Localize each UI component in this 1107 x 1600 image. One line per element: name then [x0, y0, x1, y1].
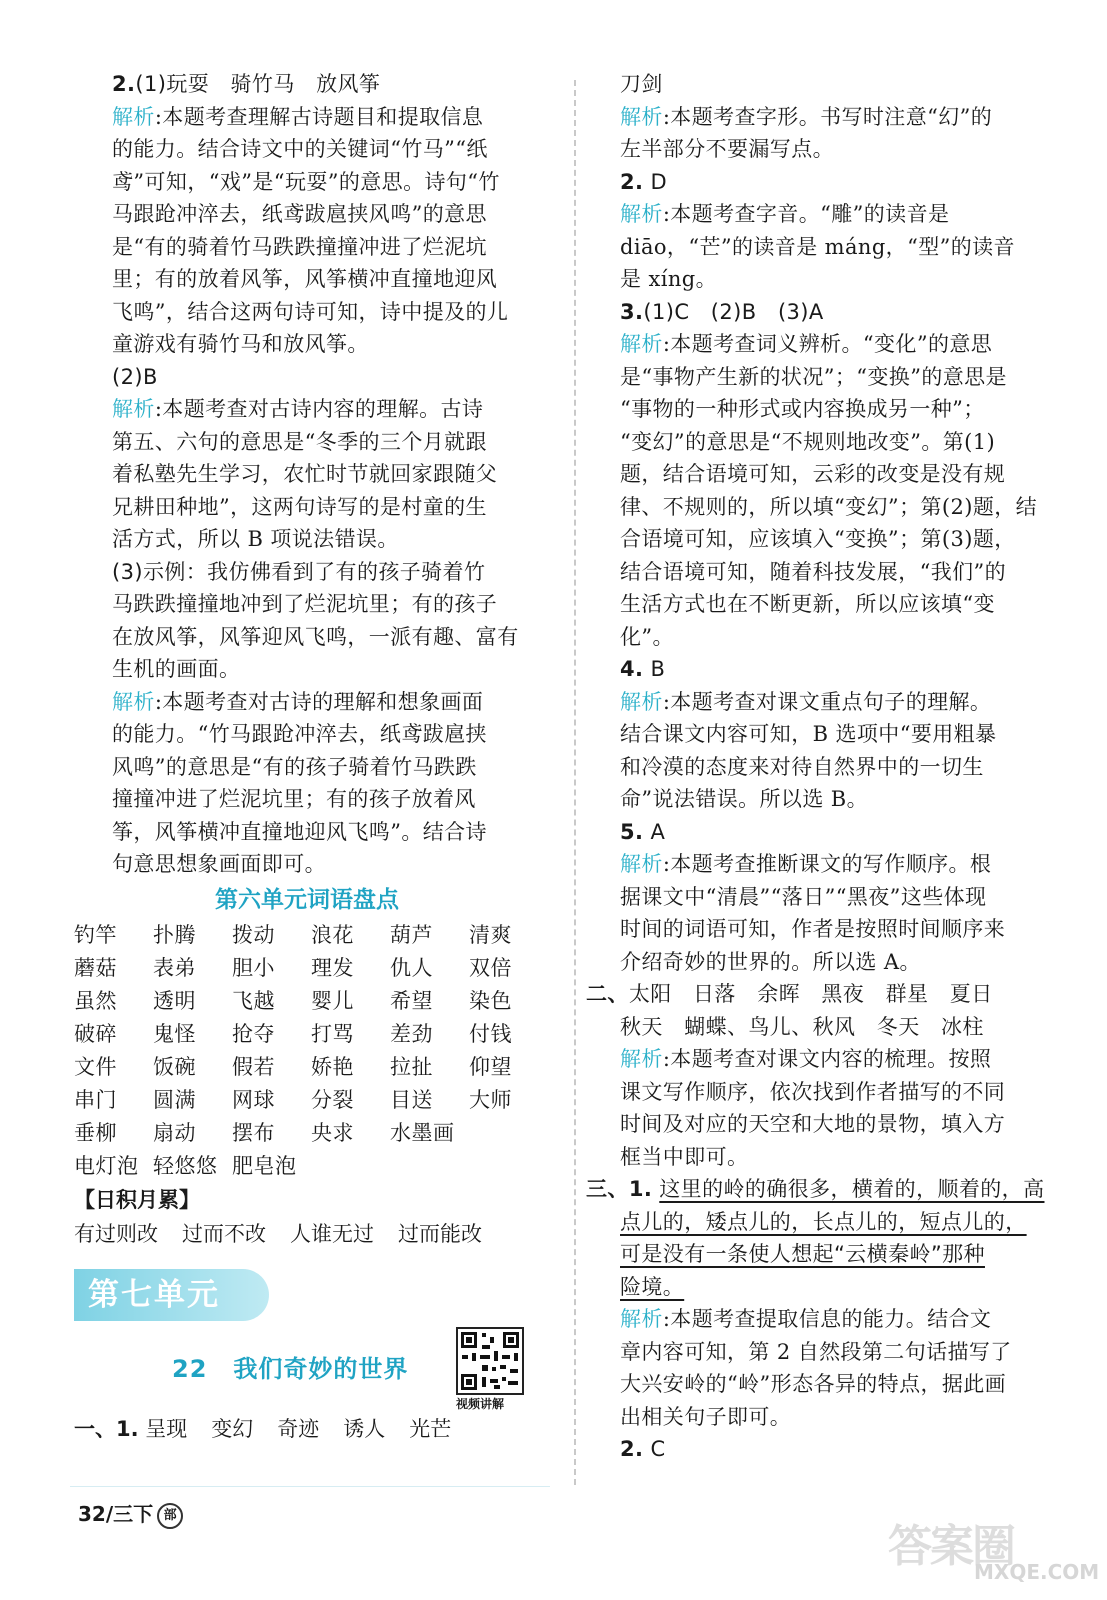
vocab-word: 胆小	[232, 955, 275, 980]
jiexi-label: 解析	[112, 104, 155, 129]
explanation-c: 解析:本题考查词义辨析。“变化”的意思 是“事物产生新的状况”；“变换”的意思是 “事物的一种形式或内容换成另一种”； “变幻”的意思是“不规则地改变”。第(1) 题，结合语境可知，云彩的改变是没有规 律、不规则的，所以填“变幻”；第(2)题，结 合语境可知，应该填入“变换”；第(3)题， 结合语境可知，随着科技发展，“我们”的 生活方式也在不断更新，所以应该填“变 化”。	[620, 332, 1038, 649]
vocab-word: 希望	[390, 988, 433, 1013]
q5-answer: 5. A	[620, 819, 666, 844]
watermark	[888, 1510, 1100, 1590]
riji-yuelei-label: 【日积月累】	[74, 1187, 200, 1212]
vocab-word: 打骂	[311, 1021, 354, 1046]
vocab-word: 目送	[390, 1087, 433, 1112]
vocab-word: 假若	[232, 1054, 275, 1079]
vocab-word: 轻悠悠	[153, 1153, 218, 1178]
underlined-sentence: 险境。	[620, 1274, 685, 1299]
grade-label: 三下	[113, 1502, 154, 1526]
vocab-word: 拉扯	[390, 1054, 433, 1079]
vocab-word: 肥皂泡	[232, 1153, 297, 1178]
page-number: 32	[78, 1502, 106, 1526]
vocab-word: 仰望	[469, 1054, 512, 1079]
vocab-word: 抢夺	[232, 1021, 275, 1046]
vocab-word: 虽然	[74, 988, 117, 1013]
q3-answer: 3.(1)C (2)B (3)A	[620, 299, 824, 324]
vocab-word: 央求	[311, 1120, 354, 1145]
explanation-e: 解析:本题考查推断课文的写作顺序。根 据课文中“清晨”“落日”“黑夜”这些体现 时间的词语可知，作者是按照时间顺序来 介绍奇妙的世界的。所以选 A。	[620, 852, 1006, 974]
vocab-word: 付钱	[469, 1021, 512, 1046]
edition-badge-icon: 部	[157, 1503, 183, 1529]
vocab-word: 理发	[311, 955, 354, 980]
page-footer: 32/三下 部	[78, 1498, 183, 1529]
continued-word: 刀剑	[620, 72, 663, 96]
vocab-word: 差劲	[390, 1021, 433, 1046]
watermark-logo: 答案圈	[888, 1521, 1014, 1572]
vocab-word: 文件	[74, 1054, 117, 1079]
vocab-word: 串门	[74, 1087, 117, 1112]
q2-answer-right: 2. D	[620, 169, 668, 194]
proverb: 人谁无过	[290, 1221, 374, 1246]
vocab-word: 扇动	[153, 1120, 196, 1145]
vocab-word: 水墨画	[390, 1120, 455, 1145]
watermark-url: MXQE.COM	[974, 1560, 1100, 1584]
q2-answer: 2.(1)玩耍 骑竹马 放风筝	[112, 72, 381, 96]
vocab-word: 圆满	[153, 1087, 196, 1112]
right-column	[586, 68, 1050, 1466]
unit6-vocab-title: 第六单元词语盘点	[215, 886, 399, 913]
explanation-b: 解析:本题考查字音。“雕”的读音是 diāo，“芒”的读音是 máng，“型”的读音 是 xíng。	[620, 202, 1015, 291]
lesson-title: 22 我们奇妙的世界	[172, 1354, 409, 1383]
vocab-word: 清爽	[469, 922, 512, 947]
unit7-banner: 第七单元	[74, 1269, 269, 1321]
explanation-f: 解析:本题考查对课文内容的梳理。按照 课文写作顺序，依次找到作者描写的不同 时间及对应的天空和大地的景物，填入方 框当中即可。	[620, 1047, 1006, 1169]
vocab-word: 双倍	[469, 955, 512, 980]
q2-sub2: (2)B	[112, 364, 158, 389]
explanation-2: 解析:本题考查对古诗内容的理解。古诗 第五、六句的意思是“冬季的三个月就跟 着私塾先生学习，农忙时节就回家跟随父 兄耕田种地”，这两句诗写的是村童的生 活方式，所以 B 项说法错误。	[112, 397, 498, 551]
underlined-sentence: 这里的岭的确很多，横着的，顺着的，高	[659, 1177, 1045, 1201]
exercise-1-answer: 一、1. 呈现 变幻 奇迹 诱人 光芒	[74, 1416, 452, 1441]
vocab-word: 分裂	[311, 1087, 354, 1112]
proverb: 过而不改	[182, 1221, 266, 1246]
vocab-word: 破碎	[74, 1021, 117, 1046]
vocab-word: 垂柳	[74, 1120, 117, 1145]
vocab-word: 蘑菇	[74, 955, 117, 980]
lesson-header	[112, 1327, 542, 1411]
vocab-word: 扑腾	[153, 922, 196, 947]
lesson-number: 22	[172, 1354, 208, 1383]
vocab-word: 电灯泡	[74, 1153, 139, 1178]
proverb: 过而能改	[398, 1221, 482, 1246]
explanation-g: 解析:本题考查提取信息的能力。结合文 章内容可知，第 2 自然段第二句话描写了 大兴安岭的“岭”形态各异的特点，据此画 出相关句子即可。	[620, 1307, 1012, 1429]
vocab-word: 鬼怪	[153, 1021, 196, 1046]
explanation-a: 解析:本题考查字形。书写时注意“幻”的 左半部分不要漏写点。	[620, 104, 993, 161]
column-divider	[574, 80, 576, 1485]
explanation-1: 解析:本题考查理解古诗题目和提取信息 的能力。结合诗文中的关键词“竹马”“纸 鸢”可知，“戏”是“玩耍”的意思。诗句“竹 马跟跄冲淬去，纸鸢跋扈挟风鸣”的意思 是“有的骑着竹马跌跌撞撞冲进了烂泥坑 里；有的放着风筝，风筝横冲直撞地迎风 飞鸣”，结合这两句诗可知，诗中提及的儿 童游戏有骑竹马和放风筝。	[112, 104, 509, 356]
underlined-sentence: 可是没有一条使人想起“云横秦岭”那种	[620, 1242, 985, 1266]
section-3-answer: 三、1. 这里的岭的确很多，横着的，顺着的，高 点儿的，矮点儿的，长点儿的，短点儿的， 可是没有一条使人想起“云横秦岭”那种 险境。	[586, 1177, 1045, 1299]
vocab-word: 表弟	[153, 955, 196, 980]
vocab-word: 大师	[469, 1087, 512, 1112]
sec3-q2-answer: 2. C	[620, 1437, 666, 1461]
vocab-word: 飞越	[232, 988, 275, 1013]
vocab-word: 钓竿	[74, 922, 117, 947]
q4-answer: 4. B	[620, 657, 666, 681]
vocab-word: 透明	[153, 988, 196, 1013]
qr-caption: 视频讲解	[456, 1396, 505, 1411]
vocab-word: 娇艳	[311, 1054, 354, 1079]
vocab-word: 网球	[232, 1087, 275, 1112]
vocab-word: 仇人	[390, 955, 433, 980]
vocab-word: 葫芦	[390, 922, 433, 947]
vocab-word: 染色	[469, 988, 512, 1013]
explanation-3: 解析:本题考查对古诗的理解和想象画面 的能力。“竹马跟跄冲淬去，纸鸢跋扈挟 风鸣”的意思是“有的孩子骑着竹马跌跌 撞撞冲进了烂泥坑里；有的孩子放着风 筝，风筝横冲直撞地迎风飞鸣”。结合诗 句意思想象画面即可。	[112, 689, 487, 876]
vocab-word: 浪花	[311, 922, 354, 947]
proverb: 有过则改	[74, 1221, 158, 1246]
explanation-d: 解析:本题考查对课文重点句子的理解。 结合课文内容可知，B 选项中“要用粗暴 和冷漠的态度来对待自然界中的一切生 命”说法错误。所以选 B。	[620, 689, 997, 811]
vocab-word: 摆布	[232, 1120, 275, 1145]
section-2-answer: 二、太阳 日落 余晖 黑夜 群星 夏日 秋天 蝴蝶、鸟儿、秋风 冬天 冰柱	[586, 982, 993, 1039]
vocab-word: 饭碗	[153, 1054, 196, 1079]
left-column	[74, 68, 542, 1445]
q2-sub3: (3)示例：我仿佛看到了有的孩子骑着竹 马跌跌撞撞地冲到了烂泥坑里；有的孩子 在放风筝，风筝迎风飞鸣，一派有趣、富有 生机的画面。	[112, 559, 519, 681]
vocab-word: 拨动	[232, 922, 275, 947]
unit6-word-grid	[74, 919, 554, 1183]
proverb-list	[74, 1217, 542, 1251]
footer-rule	[70, 1486, 550, 1487]
underlined-sentence: 点儿的，矮点儿的，长点儿的，短点儿的，	[620, 1209, 1027, 1234]
qr-code-icon[interactable]	[456, 1327, 524, 1395]
vocab-word: 婴儿	[311, 988, 354, 1013]
